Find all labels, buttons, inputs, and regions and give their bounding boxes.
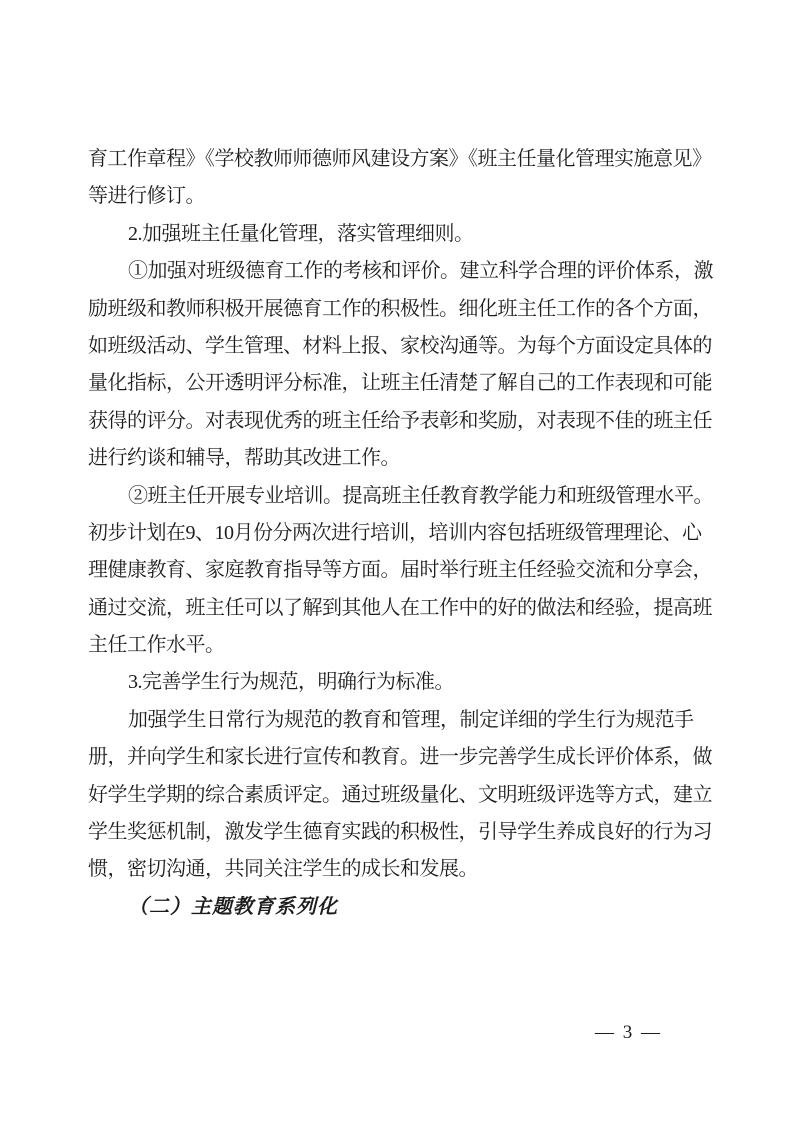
text-line: 等进行修订。: [88, 185, 205, 208]
text-line: 主任工作水平。: [88, 634, 225, 657]
text-line: 励班级和教师积极开展德育工作的积极性。细化班主任工作的各个方面，: [88, 297, 712, 320]
text-line: ①加强对班级德育工作的考核和评价。建立科学合理的评价体系，激: [128, 260, 713, 283]
text-line: 理健康教育、家庭教育指导等方面。届时举行班主任经验交流和分享会，: [88, 559, 712, 582]
text-line: 初步计划在9、10月份分两次进行培训，培训内容包括班级管理理论、心: [88, 521, 702, 544]
text-line: 好学生学期的综合素质评定。通过班级量化、文明班级评选等方式，建立: [88, 783, 712, 806]
section-heading: （二）主题教育系列化: [128, 895, 338, 918]
text-line: 通过交流，班主任可以了解到其他人在工作中的好的做法和经验，提高班: [88, 596, 712, 619]
text-line: 册，并向学生和家长进行宣传和教育。进一步完善学生成长评价体系，做: [88, 746, 712, 769]
text-line: 学生奖惩机制，激发学生德育实践的积极性，引导学生养成良好的行为习: [88, 821, 712, 844]
text-line: 获得的评分。对表现优秀的班主任给予表彰和奖励，对表现不佳的班主任: [88, 409, 712, 432]
text-line: 育工作章程》《学校教师师德师风建设方案》《班主任量化管理实施意见》: [88, 148, 712, 170]
text-line: 惯，密切沟通，共同关注学生的成长和发展。: [88, 858, 478, 881]
text-line: 2.加强班主任量化管理，落实管理细则。: [128, 222, 474, 245]
text-line: 量化指标，公开透明评分标准，让班主任清楚了解自己的工作表现和可能: [88, 372, 712, 395]
document-body: [88, 141, 728, 926]
text-line: 进行约谈和辅导，帮助其改进工作。: [88, 447, 400, 470]
text-line: ②班主任开展专业培训。提高班主任教育教学能力和班级管理水平。: [128, 484, 713, 507]
text-line: 如班级活动、学生管理、材料上报、家校沟通等。为每个方面设定具体的: [88, 334, 712, 357]
page-number: — 3 —: [595, 1022, 662, 1043]
text-line: 3.完善学生行为规范，明确行为标准。: [128, 671, 454, 694]
text-line: 加强学生日常行为规范的教育和管理，制定详细的学生行为规范手: [128, 708, 694, 731]
